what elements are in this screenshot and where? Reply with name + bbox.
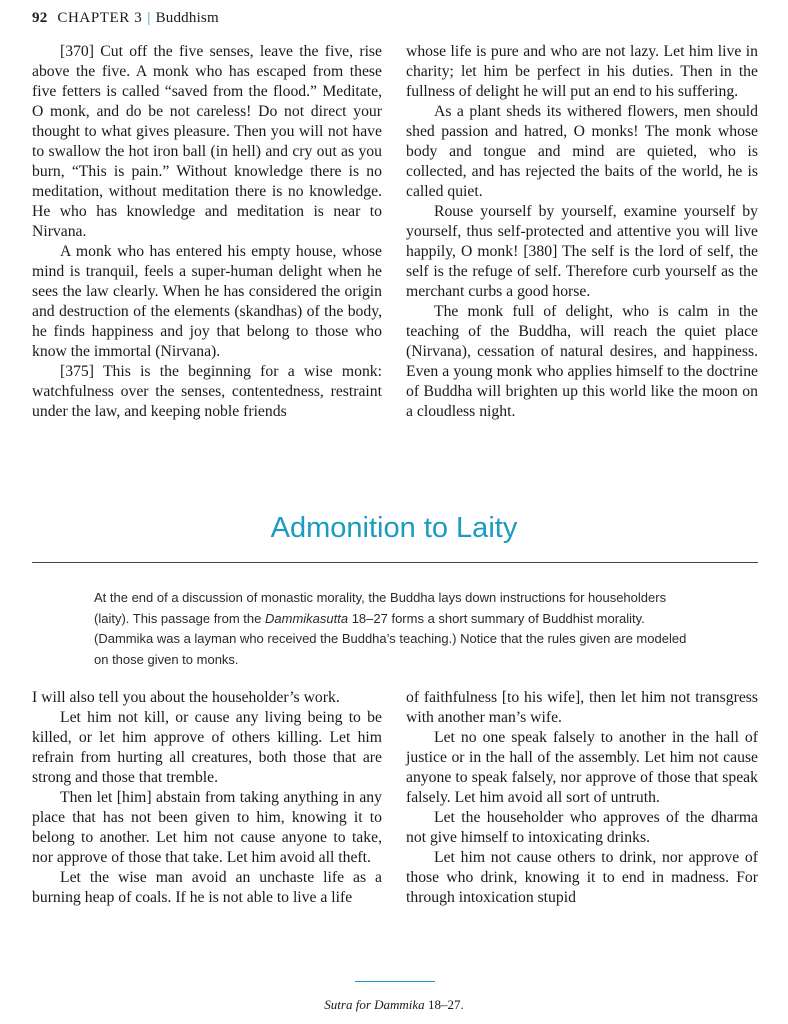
- chapter-title: Buddhism: [155, 10, 219, 26]
- page-number: 92: [32, 10, 48, 26]
- intro-source-title: Dammikasutta: [265, 610, 349, 626]
- paragraph: whose life is pure and who are not lazy. Let him live in charity; let him be perfect in his duties. Then in the fullness of delight he will put an end to his suffering.: [406, 43, 758, 100]
- bottom-right-column: [406, 688, 758, 908]
- paragraph: Rouse yourself by yourself, examine yourself by yourself, thus self-protected and attentive you will live happily, O monk! [380] The self is the lord of self, the self is the refuge of self. Therefore curb yourself as the merchant curbs a good horse.: [406, 203, 758, 300]
- paragraph: The monk full of delight, who is calm in the teaching of the Buddha, will reach the quiet place (Nirvana), cessation of natural desires, and happiness. Even a young monk who applies himself to the doctrine of Buddha will brighten up this world like the moon on a cloudless night.: [406, 303, 758, 420]
- intro-text-end: 18–27 forms a short summary of Buddhist morality. (Dammika was a layman who received the Buddha’s teaching.) Notice that the rules given are modeled on those given to monks.: [94, 610, 687, 667]
- chapter-label: CHAPTER 3: [57, 10, 143, 26]
- paragraph: Let the wise man avoid an unchaste life as a burning heap of coals. If he is not able to live a life: [32, 869, 382, 906]
- top-right-column: [406, 42, 758, 422]
- section-divider: [32, 562, 758, 563]
- paragraph: As a plant sheds its withered flowers, men should shed passion and hatred, O monks! The monk whose body and tongue and mind are quieted, who is collected, and has rejected the baits of the world, he is called quiet.: [406, 103, 758, 200]
- footnote-title: Sutra for Dammika: [324, 997, 425, 1012]
- paragraph: Let him not kill, or cause any living being to be killed, or let him approve of others killing. Let him refrain from hurting all creatures, both those that are strong and those that tremble.: [32, 709, 382, 786]
- header-separator: |: [147, 10, 151, 26]
- bottom-left-column: [32, 688, 382, 908]
- paragraph: A monk who has entered his empty house, whose mind is tranquil, feels a super-human delight when he sees the law clearly. When he has considered the origin and destruction of the elements (skandhas) of the body, he finds happiness and joy that belong to those who know the immortal (Nirvana).: [32, 243, 382, 360]
- paragraph: [375] This is the beginning for a wise monk: watchfulness over the senses, contentedness, restraint under the law, and keeping noble friends: [32, 363, 382, 420]
- top-left-column: [32, 42, 382, 422]
- paragraph: of faithfulness [to his wife], then let him not transgress with another man’s wife.: [406, 689, 758, 726]
- source-footnote: [0, 997, 788, 1013]
- running-header: [32, 10, 219, 27]
- paragraph: Let him not cause others to drink, nor approve of those who drink, knowing it to end in madness. For through intoxication stupid: [406, 849, 758, 906]
- paragraph: Let the householder who approves of the dharma not give himself to intoxicating drinks.: [406, 809, 758, 846]
- footnote-divider: [355, 981, 435, 982]
- intro-text-start: At the end of a discussion of monastic morality, the Buddha lays down instructions for householders (laity). This passage from the: [94, 590, 667, 626]
- section-intro: [94, 588, 704, 670]
- paragraph: Let no one speak falsely to another in the hall of justice or in the hall of the assembly. Let him not cause anyone to speak falsely, nor approve of those that speak falsely. Let him avoid all sort of untruth.: [406, 729, 758, 806]
- paragraph: Then let [him] abstain from taking anything in any place that has not been given to him, knowing it to belong to another. Let him not cause anyone to take, nor approve of those that take. Let him avoid all theft.: [32, 789, 382, 866]
- footnote-reference: 18–27.: [424, 997, 464, 1012]
- paragraph: I will also tell you about the householder’s work.: [32, 689, 340, 706]
- paragraph: [370] Cut off the five senses, leave the five, rise above the five. A monk who has escaped from these five fetters is called “saved from the flood.” Meditate, O monk, and do be not careless! Do not direct your thought to what gives pleasure. Then you will not have to swallow the hot iron ball (in hell) and cry out as you burn, “This is pain.” Without knowledge there is no meditation, without meditation there is no knowledge. He who has knowledge and meditation is near to Nirvana.: [32, 43, 382, 240]
- section-heading: Admonition to Laity: [270, 512, 518, 544]
